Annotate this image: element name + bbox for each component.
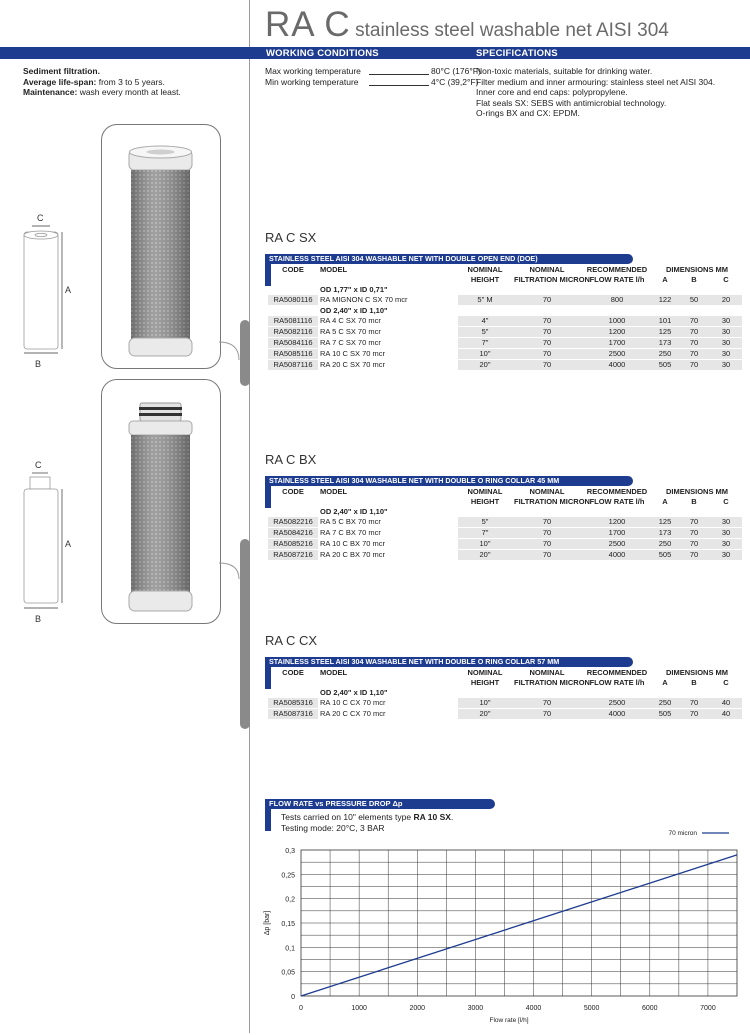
cell-model: RA 20 C SX 70 mcr bbox=[318, 360, 458, 371]
cell-model: RA 10 C SX 70 mcr bbox=[318, 349, 458, 360]
col-blank bbox=[318, 497, 458, 507]
cell-micron: 70 bbox=[512, 539, 582, 550]
cell-code: RA5080116 bbox=[268, 295, 318, 306]
product-image-bx bbox=[101, 379, 221, 624]
table-row bbox=[268, 327, 742, 338]
cell-dim-b: 50 bbox=[678, 295, 710, 306]
col-nominal: NOMINAL bbox=[467, 487, 503, 496]
cell-dim-b: 70 bbox=[678, 528, 710, 539]
cell-micron: 70 bbox=[512, 338, 582, 349]
table-header-row bbox=[268, 265, 742, 275]
col-height: HEIGHT bbox=[470, 678, 500, 687]
cell-dim-a: 505 bbox=[652, 360, 678, 371]
flow-rate-chart bbox=[255, 822, 750, 1035]
cell-code: RA5084216 bbox=[268, 528, 318, 539]
intro-line-1: Sediment filtration. bbox=[23, 66, 100, 76]
cell-micron: 70 bbox=[512, 709, 582, 720]
cell-micron: 70 bbox=[512, 528, 582, 539]
connector-bx bbox=[219, 539, 249, 599]
wc-row-min bbox=[265, 77, 481, 88]
diagram-label-a: A bbox=[65, 285, 72, 295]
product-table bbox=[268, 487, 742, 561]
cartridge-outline bbox=[24, 232, 58, 349]
cell-height: 20" bbox=[458, 360, 512, 371]
x-tick-label: 0 bbox=[299, 1005, 303, 1012]
chart-note-1-post: . bbox=[450, 812, 454, 822]
cell-dim-a: 125 bbox=[652, 517, 678, 528]
cell-dim-c: 20 bbox=[710, 295, 742, 306]
cell-height: 7" bbox=[458, 528, 512, 539]
table-row bbox=[268, 360, 742, 371]
cell-dim-c: 40 bbox=[710, 709, 742, 720]
cell-dim-b: 70 bbox=[678, 316, 710, 327]
od-spacer bbox=[268, 306, 318, 317]
col-filtration: FILTRATION MICRON bbox=[514, 275, 590, 284]
cell-flow: 1000 bbox=[582, 316, 652, 327]
section-title: RA C SX bbox=[265, 230, 317, 245]
cell-model: RA 7 C BX 70 mcr bbox=[318, 528, 458, 539]
col-b: B bbox=[691, 275, 697, 284]
cell-code: RA5082116 bbox=[268, 327, 318, 338]
page-title-sub: stainless steel washable net AISI 304 bbox=[355, 20, 669, 41]
col-blank bbox=[268, 497, 318, 507]
od-label: OD 2,40" x ID 1,10" bbox=[320, 306, 388, 315]
col-c: C bbox=[723, 275, 729, 284]
col-flow: FLOW RATE l/h bbox=[589, 275, 645, 284]
col-model: MODEL bbox=[320, 668, 348, 677]
cell-flow: 1200 bbox=[582, 517, 652, 528]
x-tick-label: 5000 bbox=[583, 1005, 600, 1012]
x-tick-label: 6000 bbox=[642, 1005, 658, 1012]
col-nominal-filtration: NOMINAL bbox=[529, 265, 565, 274]
product-table bbox=[268, 668, 742, 720]
col-model: MODEL bbox=[320, 487, 348, 496]
table-row bbox=[268, 316, 742, 327]
cell-height: 7" bbox=[458, 338, 512, 349]
cell-code: RA5087316 bbox=[268, 709, 318, 720]
working-conditions bbox=[265, 66, 481, 87]
cell-flow: 1700 bbox=[582, 338, 652, 349]
cell-height: 5" bbox=[458, 517, 512, 528]
wc-label: Min working temperature bbox=[265, 76, 359, 87]
table-row bbox=[268, 709, 742, 720]
page-title bbox=[265, 5, 669, 45]
cell-height: 10" bbox=[458, 539, 512, 550]
cell-model: RA 10 C CX 70 mcr bbox=[318, 698, 458, 709]
y-tick-label: 0,2 bbox=[285, 896, 295, 904]
cell-flow: 2500 bbox=[582, 539, 652, 550]
od-spacer bbox=[268, 507, 318, 517]
od-label: OD 1,77" x ID 0,71" bbox=[320, 285, 388, 294]
wc-leader-line bbox=[369, 66, 429, 75]
cell-micron: 70 bbox=[512, 360, 582, 371]
diagram-label-c: C bbox=[37, 213, 44, 223]
y-axis-label: Δp [bar] bbox=[264, 910, 271, 936]
chart-svg bbox=[255, 822, 750, 1030]
col-a: A bbox=[662, 497, 668, 506]
chart-note-2: Testing mode: 20°C, 3 BAR bbox=[281, 822, 385, 833]
cell-dim-c: 30 bbox=[710, 316, 742, 327]
cell-dim-b: 70 bbox=[678, 709, 710, 720]
section-band: STAINLESS STEEL AISI 304 WASHABLE NET WITH DOUBLE O RING COLLAR 45 MM bbox=[265, 476, 633, 486]
collar-outline bbox=[30, 477, 50, 489]
col-height: HEIGHT bbox=[470, 275, 500, 284]
cell-code: RA5087116 bbox=[268, 360, 318, 371]
cell-micron: 70 bbox=[512, 316, 582, 327]
cell-model: RA 20 C BX 70 mcr bbox=[318, 550, 458, 561]
table-row bbox=[268, 338, 742, 349]
wc-value: 80°C (176°F) bbox=[431, 66, 481, 76]
cell-height: 20" bbox=[458, 550, 512, 561]
cell-dim-c: 30 bbox=[710, 360, 742, 371]
cell-flow: 2500 bbox=[582, 349, 652, 360]
y-tick-label: 0,05 bbox=[281, 969, 295, 977]
cell-model: RA 20 C CX 70 mcr bbox=[318, 709, 458, 720]
col-code: CODE bbox=[282, 668, 304, 677]
cell-code: RA5084116 bbox=[268, 338, 318, 349]
wc-value: 4°C (39,2°F) bbox=[431, 76, 479, 87]
od-label: OD 2,40" x ID 1,10" bbox=[320, 688, 388, 697]
cell-flow: 4000 bbox=[582, 550, 652, 561]
cell-flow: 4000 bbox=[582, 709, 652, 720]
intro-lifespan-value: from 3 to 5 years. bbox=[96, 76, 165, 87]
table-header-row bbox=[268, 678, 742, 688]
col-dimensions: DIMENSIONS MM bbox=[665, 487, 729, 496]
legend-label: 70 micron bbox=[668, 830, 697, 837]
diagram-label-b: B bbox=[35, 359, 42, 369]
diagram-label-a: A bbox=[65, 539, 72, 549]
cell-dim-b: 70 bbox=[678, 539, 710, 550]
chart-heading: FLOW RATE vs PRESSURE DROP Δp bbox=[265, 799, 495, 809]
col-filtration: FILTRATION MICRON bbox=[514, 678, 590, 687]
cell-micron: 70 bbox=[512, 698, 582, 709]
cell-code: RA5085216 bbox=[268, 539, 318, 550]
x-tick-label: 2000 bbox=[409, 1005, 426, 1012]
table-row bbox=[268, 349, 742, 360]
y-tick-label: 0 bbox=[291, 994, 295, 1001]
col-recommended: RECOMMENDED bbox=[586, 487, 648, 496]
table-header-row bbox=[268, 497, 742, 507]
cartridge-sx-image bbox=[102, 125, 220, 368]
col-blank bbox=[268, 275, 318, 285]
cell-dim-b: 70 bbox=[678, 550, 710, 561]
cell-dim-c: 30 bbox=[710, 528, 742, 539]
y-tick-label: 0,1 bbox=[285, 945, 295, 953]
connector-sx bbox=[219, 320, 249, 380]
col-b: B bbox=[691, 678, 697, 687]
cell-model: RA 7 C SX 70 mcr bbox=[318, 338, 458, 349]
y-tick-label: 0,3 bbox=[285, 848, 295, 855]
col-nominal: NOMINAL bbox=[467, 265, 503, 274]
cartridge-bore bbox=[35, 233, 47, 236]
dimension-diagram-bx bbox=[10, 455, 90, 625]
cell-dim-b: 70 bbox=[678, 698, 710, 709]
cell-dim-c: 30 bbox=[710, 517, 742, 528]
cell-height: 4" bbox=[458, 316, 512, 327]
table-row bbox=[268, 698, 742, 709]
col-c: C bbox=[723, 497, 729, 506]
column-divider bbox=[249, 0, 250, 1033]
cell-model: RA 10 C BX 70 mcr bbox=[318, 539, 458, 550]
table-header-row bbox=[268, 668, 742, 678]
cell-height: 5" bbox=[458, 327, 512, 338]
col-a: A bbox=[662, 678, 668, 687]
dimension-diagram-sx bbox=[10, 205, 90, 370]
cell-dim-c: 30 bbox=[710, 338, 742, 349]
cell-model: RA 5 C BX 70 mcr bbox=[318, 517, 458, 528]
col-nominal-filtration: NOMINAL bbox=[529, 668, 565, 677]
cell-dim-b: 70 bbox=[678, 349, 710, 360]
col-blank bbox=[318, 275, 458, 285]
cell-dim-b: 70 bbox=[678, 327, 710, 338]
od-row bbox=[268, 688, 742, 698]
section-title: RA C BX bbox=[265, 452, 317, 467]
cell-flow: 1700 bbox=[582, 528, 652, 539]
table-row bbox=[268, 528, 742, 539]
od-row bbox=[268, 285, 742, 295]
section-title: RA C CX bbox=[265, 633, 318, 648]
cell-code: RA5085116 bbox=[268, 349, 318, 360]
col-dimensions: DIMENSIONS MM bbox=[665, 265, 729, 274]
cell-micron: 70 bbox=[512, 295, 582, 306]
table-row bbox=[268, 539, 742, 550]
col-model: MODEL bbox=[320, 265, 348, 274]
cell-model: RA MIGNON C SX 70 mcr bbox=[318, 295, 458, 306]
cartridge-outline bbox=[24, 489, 58, 603]
chart-note-1-bold: RA 10 SX bbox=[413, 812, 451, 822]
cell-dim-c: 40 bbox=[710, 698, 742, 709]
cell-dim-c: 30 bbox=[710, 550, 742, 561]
cell-code: RA5082216 bbox=[268, 517, 318, 528]
cell-model: RA 4 C SX 70 mcr bbox=[318, 316, 458, 327]
cell-dim-a: 250 bbox=[652, 349, 678, 360]
cell-dim-c: 30 bbox=[710, 539, 742, 550]
cartridge-bx-image bbox=[102, 380, 220, 623]
x-tick-label: 4000 bbox=[525, 1005, 542, 1012]
cell-dim-a: 101 bbox=[652, 316, 678, 327]
col-b: B bbox=[691, 497, 697, 506]
intro-text bbox=[23, 66, 181, 98]
col-code: CODE bbox=[282, 265, 304, 274]
col-a: A bbox=[662, 275, 668, 284]
table-header-row bbox=[268, 487, 742, 497]
diagram-label-c: C bbox=[35, 460, 42, 470]
col-blank bbox=[318, 678, 458, 688]
intro-maintenance-label: Maintenance: bbox=[23, 87, 78, 97]
col-blank bbox=[268, 678, 318, 688]
y-tick-label: 0,15 bbox=[281, 921, 295, 928]
cell-dim-a: 125 bbox=[652, 327, 678, 338]
spec-item: Flat seals SX: SEBS with antimicrobial technology. bbox=[476, 97, 667, 108]
specifications-list bbox=[476, 66, 715, 119]
working-conditions-heading: WORKING CONDITIONS bbox=[266, 48, 379, 59]
od-spacer bbox=[268, 285, 318, 295]
col-flow: FLOW RATE l/h bbox=[589, 678, 645, 687]
wc-row-max bbox=[265, 66, 481, 77]
specifications-heading: SPECIFICATIONS bbox=[476, 48, 558, 59]
x-tick-label: 1000 bbox=[351, 1005, 367, 1012]
section-band: STAINLESS STEEL AISI 304 WASHABLE NET WITH DOUBLE OPEN END (DOE) bbox=[265, 254, 633, 264]
cell-dim-a: 122 bbox=[652, 295, 678, 306]
cell-dim-a: 250 bbox=[652, 698, 678, 709]
col-height: HEIGHT bbox=[470, 497, 500, 506]
wc-leader-line bbox=[369, 77, 429, 86]
cell-dim-c: 30 bbox=[710, 327, 742, 338]
od-spacer bbox=[268, 688, 318, 698]
col-dimensions: DIMENSIONS MM bbox=[665, 668, 729, 677]
diagram-label-b: B bbox=[35, 614, 42, 624]
cell-micron: 70 bbox=[512, 349, 582, 360]
col-flow: FLOW RATE l/h bbox=[589, 497, 645, 506]
cell-micron: 70 bbox=[512, 550, 582, 561]
cell-flow: 1200 bbox=[582, 327, 652, 338]
cell-height: 20" bbox=[458, 709, 512, 720]
product-table bbox=[268, 265, 742, 371]
col-filtration: FILTRATION MICRON bbox=[514, 497, 590, 506]
cell-dim-b: 70 bbox=[678, 338, 710, 349]
wc-label: Max working temperature bbox=[265, 66, 361, 76]
col-code: CODE bbox=[282, 487, 304, 496]
cell-code: RA5081116 bbox=[268, 316, 318, 327]
od-row bbox=[268, 507, 742, 517]
cell-flow: 2500 bbox=[582, 698, 652, 709]
product-image-sx bbox=[101, 124, 221, 369]
cell-dim-a: 173 bbox=[652, 528, 678, 539]
cell-dim-a: 250 bbox=[652, 539, 678, 550]
spec-item: Inner core and end caps: polypropylene. bbox=[476, 87, 628, 97]
x-axis-label: Flow rate [l/h] bbox=[489, 1017, 529, 1024]
table-row bbox=[268, 517, 742, 528]
col-nominal-filtration: NOMINAL bbox=[529, 487, 565, 496]
spec-item: O-rings BX and CX: EPDM. bbox=[476, 108, 580, 118]
cell-model: RA 5 C SX 70 mcr bbox=[318, 327, 458, 338]
page-title-main: RA C bbox=[265, 5, 351, 44]
x-tick-label: 7000 bbox=[700, 1005, 716, 1012]
cell-flow: 800 bbox=[582, 295, 652, 306]
table-header-row bbox=[268, 275, 742, 285]
cell-dim-a: 173 bbox=[652, 338, 678, 349]
section-band: STAINLESS STEEL AISI 304 WASHABLE NET WITH DOUBLE O RING COLLAR 57 MM bbox=[265, 657, 633, 667]
col-recommended: RECOMMENDED bbox=[586, 668, 648, 677]
y-tick-label: 0,25 bbox=[281, 872, 295, 880]
spec-item: Non-toxic materials, suitable for drinking water. bbox=[476, 66, 653, 76]
col-nominal: NOMINAL bbox=[467, 668, 503, 677]
intro-maintenance-value: wash every month at least. bbox=[77, 87, 181, 97]
cell-dim-a: 505 bbox=[652, 550, 678, 561]
cell-code: RA5087216 bbox=[268, 550, 318, 561]
cell-dim-c: 30 bbox=[710, 349, 742, 360]
cell-code: RA5085316 bbox=[268, 698, 318, 709]
cell-flow: 4000 bbox=[582, 360, 652, 371]
cell-height: 5" M bbox=[458, 295, 512, 306]
chart-note-1-pre: Tests carried on 10" elements type bbox=[281, 812, 414, 822]
col-recommended: RECOMMENDED bbox=[586, 265, 648, 274]
cell-micron: 70 bbox=[512, 517, 582, 528]
cell-height: 10" bbox=[458, 698, 512, 709]
od-label: OD 2,40" x ID 1,10" bbox=[320, 507, 388, 516]
spec-item: Filter medium and inner armouring: stainless steel net AISI 304. bbox=[476, 76, 716, 87]
cell-micron: 70 bbox=[512, 327, 582, 338]
table-row bbox=[268, 295, 742, 306]
cell-height: 10" bbox=[458, 349, 512, 360]
x-tick-label: 3000 bbox=[467, 1005, 484, 1012]
cell-dim-b: 70 bbox=[678, 360, 710, 371]
cell-dim-a: 505 bbox=[652, 709, 678, 720]
table-row bbox=[268, 550, 742, 561]
cell-dim-b: 70 bbox=[678, 517, 710, 528]
col-c: C bbox=[723, 678, 729, 687]
intro-lifespan-label: Average life-span: bbox=[23, 76, 97, 87]
od-row bbox=[268, 306, 742, 317]
